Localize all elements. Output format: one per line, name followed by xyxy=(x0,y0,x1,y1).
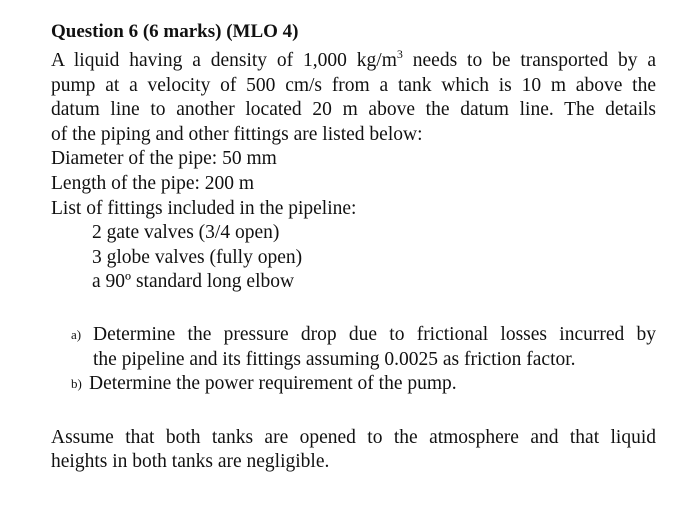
task-b-label: b) xyxy=(71,376,82,392)
task-a-line-1: Determine the pressure drop due to frictional losses incurred by xyxy=(93,323,656,345)
spec-fittings-heading: List of fittings included in the pipeline: xyxy=(51,197,357,219)
assumption-line-1: Assume that both tanks are opened to the atmosphere and that liquid xyxy=(51,426,656,448)
intro-line-1-tail: needs to be transported by a xyxy=(402,50,656,71)
fitting-globe-valves: 3 globe valves (fully open) xyxy=(92,246,303,268)
density-exponent: 3 xyxy=(396,47,403,61)
task-a-label: a) xyxy=(71,326,82,342)
intro-line-1 xyxy=(51,49,656,74)
task-b xyxy=(51,372,656,397)
intro-line-3: datum line to another located 20 m above the datum line. The details xyxy=(51,99,656,121)
task-a xyxy=(51,323,656,372)
fitting-elbow: a 90º standard long elbow xyxy=(92,271,295,293)
intro-line-4: of the piping and other fittings are listed below: xyxy=(51,123,423,145)
intro-line-2: pump at a velocity of 500 cm/s from a tank which is 10 m above the xyxy=(51,74,656,96)
question-document xyxy=(51,18,656,475)
spec-pipe-diameter: Diameter of the pipe: 50 mm xyxy=(51,148,277,170)
task-b-line-1: Determine the power requirement of the pump. xyxy=(89,373,457,395)
task-a-line-2: the pipeline and its fittings assuming 0.0025 as friction factor. xyxy=(93,348,576,370)
spec-pipe-length: Length of the pipe: 200 m xyxy=(51,172,255,194)
question-heading: Question 6 (6 marks) (MLO 4) xyxy=(51,21,299,42)
fitting-gate-valves: 2 gate valves (3/4 open) xyxy=(92,222,280,244)
assumption-line-2: heights in both tanks are negligible. xyxy=(51,451,330,473)
intro-line-1-text: A liquid having a density of 1,000 kg/m xyxy=(51,50,397,71)
